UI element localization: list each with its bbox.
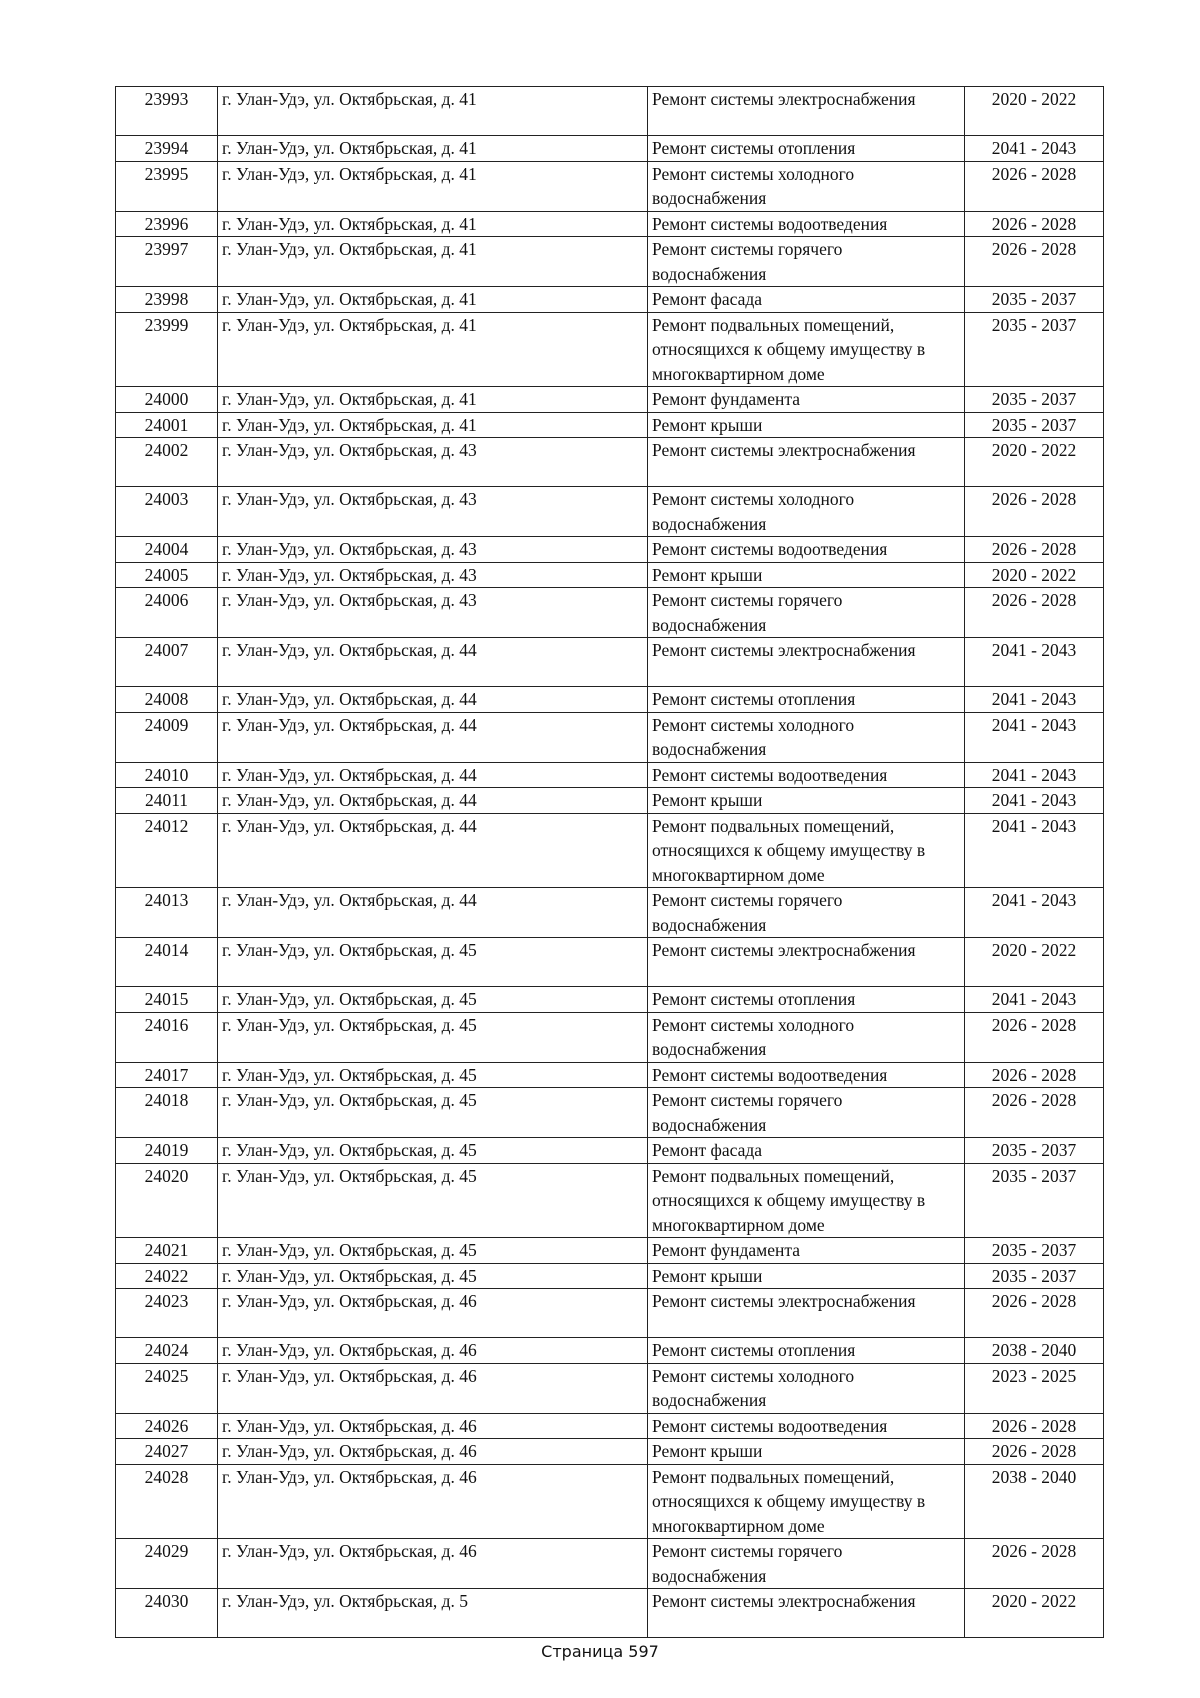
address-cell: г. Улан-Удэ, ул. Октябрьская, д. 43 xyxy=(218,438,648,487)
record-id-cell: 24002 xyxy=(116,438,218,487)
record-id-cell: 24015 xyxy=(116,987,218,1013)
work-type-cell: Ремонт системы холодного водоснабжения xyxy=(648,712,965,762)
address-cell: г. Улан-Удэ, ул. Октябрьская, д. 5 xyxy=(218,1589,648,1638)
work-type-cell: Ремонт системы отопления xyxy=(648,1338,965,1364)
record-id-cell: 24000 xyxy=(116,387,218,413)
period-cell: 2026 - 2028 xyxy=(965,1088,1104,1138)
table-row xyxy=(116,638,1104,687)
record-id-cell: 24009 xyxy=(116,712,218,762)
period-cell: 2035 - 2037 xyxy=(965,312,1104,387)
period-cell: 2035 - 2037 xyxy=(965,287,1104,313)
table-row xyxy=(116,537,1104,563)
work-type-cell: Ремонт подвальных помещений, относящихся к общему имуществу в многоквартирном доме xyxy=(648,813,965,888)
table-row xyxy=(116,938,1104,987)
work-type-cell: Ремонт системы горячего водоснабжения xyxy=(648,1539,965,1589)
record-id-cell: 23996 xyxy=(116,211,218,237)
work-type-cell: Ремонт системы электроснабжения xyxy=(648,638,965,687)
record-id-cell: 24008 xyxy=(116,687,218,713)
period-cell: 2026 - 2028 xyxy=(965,1062,1104,1088)
table-row xyxy=(116,1589,1104,1638)
address-cell: г. Улан-Удэ, ул. Октябрьская, д. 41 xyxy=(218,412,648,438)
table-row xyxy=(116,687,1104,713)
period-cell: 2026 - 2028 xyxy=(965,237,1104,287)
table-row xyxy=(116,237,1104,287)
work-type-cell: Ремонт системы водоотведения xyxy=(648,1413,965,1439)
work-type-cell: Ремонт системы горячего водоснабжения xyxy=(648,237,965,287)
table-row xyxy=(116,1413,1104,1439)
period-cell: 2041 - 2043 xyxy=(965,813,1104,888)
address-cell: г. Улан-Удэ, ул. Октябрьская, д. 44 xyxy=(218,712,648,762)
work-type-cell: Ремонт крыши xyxy=(648,1439,965,1465)
record-id-cell: 23993 xyxy=(116,87,218,136)
page-number: Страница 597 xyxy=(541,1642,659,1661)
record-id-cell: 24024 xyxy=(116,1338,218,1364)
address-cell: г. Улан-Удэ, ул. Октябрьская, д. 41 xyxy=(218,237,648,287)
record-id-cell: 23998 xyxy=(116,287,218,313)
work-type-cell: Ремонт фасада xyxy=(648,287,965,313)
table-row xyxy=(116,1088,1104,1138)
table-row xyxy=(116,136,1104,162)
period-cell: 2041 - 2043 xyxy=(965,712,1104,762)
period-cell: 2026 - 2028 xyxy=(965,1539,1104,1589)
table-row xyxy=(116,1439,1104,1465)
record-id-cell: 24023 xyxy=(116,1289,218,1338)
address-cell: г. Улан-Удэ, ул. Октябрьская, д. 44 xyxy=(218,638,648,687)
address-cell: г. Улан-Удэ, ул. Октябрьская, д. 44 xyxy=(218,888,648,938)
period-cell: 2026 - 2028 xyxy=(965,1439,1104,1465)
work-type-cell: Ремонт системы холодного водоснабжения xyxy=(648,487,965,537)
table-row xyxy=(116,1163,1104,1238)
work-type-cell: Ремонт подвальных помещений, относящихся к общему имуществу в многоквартирном доме xyxy=(648,1163,965,1238)
table-row xyxy=(116,562,1104,588)
work-type-cell: Ремонт системы горячего водоснабжения xyxy=(648,888,965,938)
address-cell: г. Улан-Удэ, ул. Октябрьская, д. 46 xyxy=(218,1338,648,1364)
period-cell: 2020 - 2022 xyxy=(965,438,1104,487)
address-cell: г. Улан-Удэ, ул. Октябрьская, д. 46 xyxy=(218,1464,648,1539)
period-cell: 2041 - 2043 xyxy=(965,762,1104,788)
period-cell: 2038 - 2040 xyxy=(965,1338,1104,1364)
table-row xyxy=(116,1338,1104,1364)
work-type-cell: Ремонт подвальных помещений, относящихся к общему имуществу в многоквартирном доме xyxy=(648,1464,965,1539)
work-type-cell: Ремонт системы электроснабжения xyxy=(648,938,965,987)
period-cell: 2041 - 2043 xyxy=(965,136,1104,162)
record-id-cell: 24010 xyxy=(116,762,218,788)
work-type-cell: Ремонт системы электроснабжения xyxy=(648,1589,965,1638)
work-type-cell: Ремонт системы водоотведения xyxy=(648,537,965,563)
table-row xyxy=(116,312,1104,387)
work-type-cell: Ремонт системы отопления xyxy=(648,687,965,713)
period-cell: 2041 - 2043 xyxy=(965,788,1104,814)
record-id-cell: 23995 xyxy=(116,161,218,211)
work-type-cell: Ремонт подвальных помещений, относящихся к общему имуществу в многоквартирном доме xyxy=(648,312,965,387)
address-cell: г. Улан-Удэ, ул. Октябрьская, д. 46 xyxy=(218,1539,648,1589)
address-cell: г. Улан-Удэ, ул. Октябрьская, д. 45 xyxy=(218,1163,648,1238)
period-cell: 2026 - 2028 xyxy=(965,1012,1104,1062)
table-row xyxy=(116,712,1104,762)
address-cell: г. Улан-Удэ, ул. Октябрьская, д. 41 xyxy=(218,287,648,313)
address-cell: г. Улан-Удэ, ул. Октябрьская, д. 41 xyxy=(218,387,648,413)
table-row xyxy=(116,87,1104,136)
record-id-cell: 24013 xyxy=(116,888,218,938)
record-id-cell: 24011 xyxy=(116,788,218,814)
table-row xyxy=(116,487,1104,537)
record-id-cell: 24020 xyxy=(116,1163,218,1238)
address-cell: г. Улан-Удэ, ул. Октябрьская, д. 45 xyxy=(218,987,648,1013)
record-id-cell: 24030 xyxy=(116,1589,218,1638)
record-id-cell: 24022 xyxy=(116,1263,218,1289)
address-cell: г. Улан-Удэ, ул. Октябрьская, д. 44 xyxy=(218,788,648,814)
work-type-cell: Ремонт крыши xyxy=(648,562,965,588)
period-cell: 2041 - 2043 xyxy=(965,987,1104,1013)
record-id-cell: 24029 xyxy=(116,1539,218,1589)
period-cell: 2041 - 2043 xyxy=(965,638,1104,687)
address-cell: г. Улан-Удэ, ул. Октябрьская, д. 45 xyxy=(218,1012,648,1062)
address-cell: г. Улан-Удэ, ул. Октябрьская, д. 46 xyxy=(218,1289,648,1338)
address-cell: г. Улан-Удэ, ул. Октябрьская, д. 45 xyxy=(218,1062,648,1088)
record-id-cell: 24001 xyxy=(116,412,218,438)
table-row xyxy=(116,1012,1104,1062)
record-id-cell: 24025 xyxy=(116,1363,218,1413)
record-id-cell: 24007 xyxy=(116,638,218,687)
table-row xyxy=(116,287,1104,313)
address-cell: г. Улан-Удэ, ул. Октябрьская, д. 41 xyxy=(218,87,648,136)
address-cell: г. Улан-Удэ, ул. Октябрьская, д. 45 xyxy=(218,1088,648,1138)
work-type-cell: Ремонт фундамента xyxy=(648,387,965,413)
address-cell: г. Улан-Удэ, ул. Октябрьская, д. 43 xyxy=(218,537,648,563)
table-row xyxy=(116,1238,1104,1264)
table-row xyxy=(116,387,1104,413)
address-cell: г. Улан-Удэ, ул. Октябрьская, д. 43 xyxy=(218,562,648,588)
address-cell: г. Улан-Удэ, ул. Октябрьская, д. 43 xyxy=(218,487,648,537)
address-cell: г. Улан-Удэ, ул. Октябрьская, д. 44 xyxy=(218,762,648,788)
work-type-cell: Ремонт системы отопления xyxy=(648,136,965,162)
work-type-cell: Ремонт системы холодного водоснабжения xyxy=(648,161,965,211)
address-cell: г. Улан-Удэ, ул. Октябрьская, д. 44 xyxy=(218,813,648,888)
table-row xyxy=(116,588,1104,638)
table-row xyxy=(116,1263,1104,1289)
period-cell: 2020 - 2022 xyxy=(965,562,1104,588)
period-cell: 2026 - 2028 xyxy=(965,211,1104,237)
table-row xyxy=(116,813,1104,888)
period-cell: 2020 - 2022 xyxy=(965,1589,1104,1638)
work-type-cell: Ремонт системы электроснабжения xyxy=(648,1289,965,1338)
period-cell: 2035 - 2037 xyxy=(965,387,1104,413)
table-row xyxy=(116,1464,1104,1539)
period-cell: 2020 - 2022 xyxy=(965,87,1104,136)
address-cell: г. Улан-Удэ, ул. Октябрьская, д. 43 xyxy=(218,588,648,638)
address-cell: г. Улан-Удэ, ул. Октябрьская, д. 46 xyxy=(218,1413,648,1439)
work-type-cell: Ремонт системы холодного водоснабжения xyxy=(648,1012,965,1062)
period-cell: 2041 - 2043 xyxy=(965,687,1104,713)
work-type-cell: Ремонт системы отопления xyxy=(648,987,965,1013)
record-id-cell: 24021 xyxy=(116,1238,218,1264)
period-cell: 2035 - 2037 xyxy=(965,1138,1104,1164)
address-cell: г. Улан-Удэ, ул. Октябрьская, д. 41 xyxy=(218,136,648,162)
address-cell: г. Улан-Удэ, ул. Октябрьская, д. 41 xyxy=(218,161,648,211)
record-id-cell: 24016 xyxy=(116,1012,218,1062)
table-row xyxy=(116,161,1104,211)
period-cell: 2038 - 2040 xyxy=(965,1464,1104,1539)
table-row xyxy=(116,1539,1104,1589)
table-row xyxy=(116,987,1104,1013)
work-type-cell: Ремонт системы водоотведения xyxy=(648,1062,965,1088)
address-cell: г. Улан-Удэ, ул. Октябрьская, д. 45 xyxy=(218,1238,648,1264)
period-cell: 2035 - 2037 xyxy=(965,1263,1104,1289)
period-cell: 2026 - 2028 xyxy=(965,537,1104,563)
record-id-cell: 24003 xyxy=(116,487,218,537)
address-cell: г. Улан-Удэ, ул. Октябрьская, д. 45 xyxy=(218,1138,648,1164)
record-id-cell: 23994 xyxy=(116,136,218,162)
address-cell: г. Улан-Удэ, ул. Октябрьская, д. 41 xyxy=(218,211,648,237)
address-cell: г. Улан-Удэ, ул. Октябрьская, д. 46 xyxy=(218,1439,648,1465)
work-type-cell: Ремонт системы горячего водоснабжения xyxy=(648,588,965,638)
record-id-cell: 24004 xyxy=(116,537,218,563)
table-row xyxy=(116,788,1104,814)
period-cell: 2026 - 2028 xyxy=(965,1413,1104,1439)
period-cell: 2035 - 2037 xyxy=(965,1238,1104,1264)
table-row xyxy=(116,438,1104,487)
period-cell: 2026 - 2028 xyxy=(965,161,1104,211)
record-id-cell: 24018 xyxy=(116,1088,218,1138)
table-row xyxy=(116,888,1104,938)
table-row xyxy=(116,1062,1104,1088)
period-cell: 2035 - 2037 xyxy=(965,412,1104,438)
record-id-cell: 24005 xyxy=(116,562,218,588)
record-id-cell: 23999 xyxy=(116,312,218,387)
record-id-cell: 24014 xyxy=(116,938,218,987)
work-type-cell: Ремонт фасада xyxy=(648,1138,965,1164)
record-id-cell: 24028 xyxy=(116,1464,218,1539)
work-type-cell: Ремонт системы холодного водоснабжения xyxy=(648,1363,965,1413)
work-type-cell: Ремонт крыши xyxy=(648,788,965,814)
work-type-cell: Ремонт фундамента xyxy=(648,1238,965,1264)
table-body xyxy=(116,87,1104,1638)
address-cell: г. Улан-Удэ, ул. Октябрьская, д. 46 xyxy=(218,1363,648,1413)
table-row xyxy=(116,1138,1104,1164)
record-id-cell: 24026 xyxy=(116,1413,218,1439)
record-id-cell: 24006 xyxy=(116,588,218,638)
table-row xyxy=(116,1363,1104,1413)
table-row xyxy=(116,211,1104,237)
work-schedule-table xyxy=(115,86,1104,1638)
record-id-cell: 24027 xyxy=(116,1439,218,1465)
period-cell: 2026 - 2028 xyxy=(965,487,1104,537)
record-id-cell: 23997 xyxy=(116,237,218,287)
work-type-cell: Ремонт системы горячего водоснабжения xyxy=(648,1088,965,1138)
work-type-cell: Ремонт системы водоотведения xyxy=(648,211,965,237)
period-cell: 2026 - 2028 xyxy=(965,1289,1104,1338)
period-cell: 2041 - 2043 xyxy=(965,888,1104,938)
record-id-cell: 24019 xyxy=(116,1138,218,1164)
table-row xyxy=(116,412,1104,438)
period-cell: 2026 - 2028 xyxy=(965,588,1104,638)
period-cell: 2020 - 2022 xyxy=(965,938,1104,987)
table-row xyxy=(116,1289,1104,1338)
work-type-cell: Ремонт системы водоотведения xyxy=(648,762,965,788)
address-cell: г. Улан-Удэ, ул. Октябрьская, д. 45 xyxy=(218,938,648,987)
address-cell: г. Улан-Удэ, ул. Октябрьская, д. 44 xyxy=(218,687,648,713)
address-cell: г. Улан-Удэ, ул. Октябрьская, д. 45 xyxy=(218,1263,648,1289)
work-type-cell: Ремонт системы электроснабжения xyxy=(648,438,965,487)
record-id-cell: 24012 xyxy=(116,813,218,888)
record-id-cell: 24017 xyxy=(116,1062,218,1088)
work-type-cell: Ремонт системы электроснабжения xyxy=(648,87,965,136)
work-type-cell: Ремонт крыши xyxy=(648,412,965,438)
period-cell: 2023 - 2025 xyxy=(965,1363,1104,1413)
address-cell: г. Улан-Удэ, ул. Октябрьская, д. 41 xyxy=(218,312,648,387)
table-row xyxy=(116,762,1104,788)
work-type-cell: Ремонт крыши xyxy=(648,1263,965,1289)
period-cell: 2035 - 2037 xyxy=(965,1163,1104,1238)
